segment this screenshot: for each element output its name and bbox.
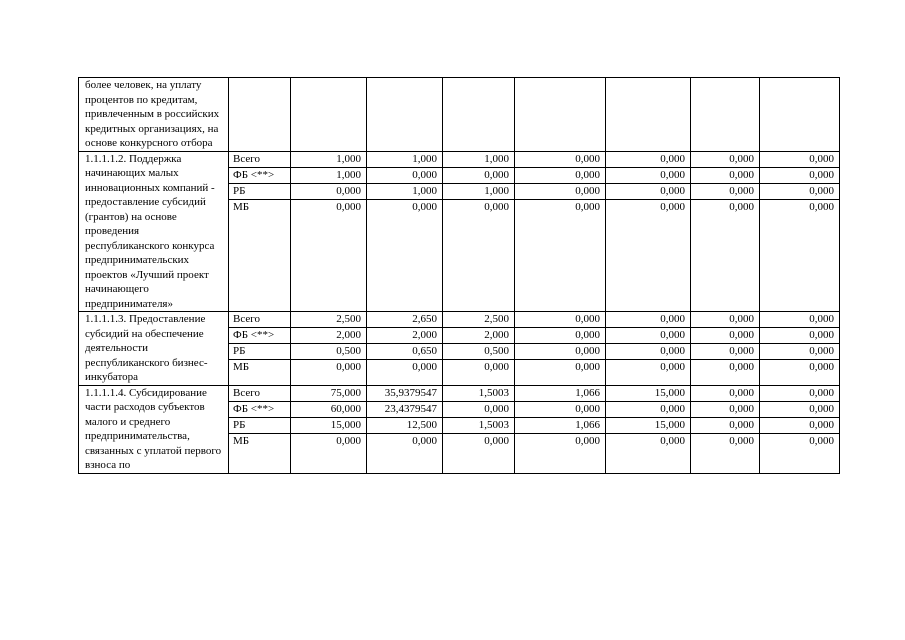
funding-source-cell [229,312,291,386]
value-cell [606,312,691,386]
funding-value: 0,000 [606,402,690,418]
funding-source-label: МБ [233,200,250,213]
funding-source-cell [229,385,291,473]
funding-value: 0,000 [691,312,759,328]
funding-value: 75,000 [291,386,366,402]
measure-description: 1.1.1.1.2. Поддержка начинающих малых инновационных компаний - предоставление субсидий (грантов) на основе проведения республиканского конкурса предпринимательских проектов «Лучший проект начинающего предпринимателя» [79,151,229,312]
funding-value: 0,000 [443,168,514,184]
funding-source-label: ФБ <**> [229,328,290,344]
funding-value: 0,000 [660,434,685,447]
value-cell [760,385,840,473]
funding-value: 1,000 [291,168,366,184]
funding-value: 0,000 [484,200,509,213]
funding-source-label: РБ [229,344,290,360]
value-cell [606,385,691,473]
funding-value: 0,000 [336,200,361,213]
funding-source-label: Всего [229,386,290,402]
funding-value: 0,000 [291,184,366,200]
empty-cell [291,78,367,152]
funding-value: 0,000 [691,344,759,360]
value-cell [606,151,691,312]
empty-cell [229,78,291,152]
funding-value: 15,000 [606,386,690,402]
funding-value: 1,5003 [443,386,514,402]
funding-value: 0,000 [809,434,834,447]
empty-cell [443,78,515,152]
measure-description: более человек, на уплату процентов по кредитам, привлеченным в российских кредитных организациях, на основе конкурсного отбора [79,78,229,152]
empty-cell [760,78,840,152]
funding-value: 0,000 [336,434,361,447]
empty-cell [367,78,443,152]
value-cell [515,385,606,473]
value-cell [760,151,840,312]
measure-description: 1.1.1.1.4. Субсидирование части расходов субъектов малого и среднего предпринимательства, связанных с уплатой первого взноса по [79,385,229,473]
funding-value: 0,000 [606,312,690,328]
value-cell [443,151,515,312]
funding-value: 0,000 [760,402,839,418]
value-cell [291,312,367,386]
funding-source-label: РБ [229,418,290,434]
funding-source-label: РБ [229,184,290,200]
empty-cell [691,78,760,152]
measure-description: 1.1.1.1.3. Предоставление субсидий на обеспечение деятельности республиканского бизнес-инкубатора [79,312,229,386]
funding-value: 0,000 [515,344,605,360]
funding-value: 0,000 [484,361,509,373]
funding-value: 0,000 [760,184,839,200]
funding-value: 0,000 [606,152,690,168]
funding-value: 0,000 [660,200,685,213]
funding-source-label: Всего [229,152,290,168]
table-row [79,312,840,386]
funding-source-label: ФБ <**> [229,168,290,184]
empty-cell [606,78,691,152]
funding-value: 0,000 [515,312,605,328]
funding-value: 1,066 [515,386,605,402]
funding-value: 0,000 [691,152,759,168]
funding-source-label: МБ [233,434,250,447]
funding-value: 15,000 [606,418,690,434]
funding-value: 0,000 [691,328,759,344]
funding-value: 1,000 [443,152,514,168]
funding-value: 0,000 [515,152,605,168]
budget-table [78,77,840,474]
funding-value: 0,000 [606,184,690,200]
funding-value: 0,000 [606,328,690,344]
table-row [79,151,840,312]
funding-value: 0,500 [291,344,366,360]
value-cell [443,312,515,386]
value-cell [367,151,443,312]
funding-value: 0,000 [760,386,839,402]
funding-value: 1,000 [443,184,514,200]
funding-value: 0,000 [484,434,509,447]
funding-value: 0,000 [515,168,605,184]
funding-value: 0,000 [515,328,605,344]
funding-value: 2,000 [291,328,366,344]
funding-value: 0,000 [412,361,437,373]
funding-value: 23,4379547 [367,402,442,418]
value-cell [291,385,367,473]
funding-value: 0,500 [443,344,514,360]
table-body [79,78,840,474]
funding-value: 0,000 [691,402,759,418]
funding-value: 0,000 [691,168,759,184]
funding-value: 0,000 [575,361,600,373]
value-cell [760,312,840,386]
funding-value: 0,000 [809,200,834,213]
funding-value: 0,000 [443,402,514,418]
value-cell [515,151,606,312]
funding-value: 0,000 [606,168,690,184]
funding-value: 0,000 [515,184,605,200]
funding-source-cell [229,151,291,312]
funding-value: 15,000 [291,418,366,434]
funding-value: 0,000 [760,312,839,328]
funding-value: 0,000 [691,418,759,434]
table-row [79,78,840,152]
value-cell [691,312,760,386]
funding-value: 1,000 [367,152,442,168]
funding-value: 0,000 [575,434,600,447]
funding-value: 2,650 [367,312,442,328]
funding-value: 0,000 [575,200,600,213]
funding-value: 0,000 [760,152,839,168]
funding-value: 0,650 [367,344,442,360]
funding-source-label: МБ [233,361,250,373]
value-cell [367,312,443,386]
value-cell [443,385,515,473]
funding-value: 0,000 [760,328,839,344]
funding-value: 0,000 [336,361,361,373]
value-cell [291,151,367,312]
funding-value: 2,500 [291,312,366,328]
funding-value: 0,000 [367,168,442,184]
table-row [79,385,840,473]
funding-value: 2,000 [367,328,442,344]
funding-value: 2,500 [443,312,514,328]
funding-value: 0,000 [809,361,834,373]
value-cell [691,385,760,473]
funding-value: 0,000 [729,361,754,373]
value-cell [691,151,760,312]
funding-source-label: Всего [229,312,290,328]
funding-value: 0,000 [729,434,754,447]
funding-value: 1,000 [367,184,442,200]
funding-value: 0,000 [760,168,839,184]
funding-value: 0,000 [760,418,839,434]
funding-value: 0,000 [729,200,754,213]
funding-value: 1,066 [515,418,605,434]
funding-value: 0,000 [515,402,605,418]
funding-value: 12,500 [367,418,442,434]
value-cell [515,312,606,386]
funding-value: 0,000 [760,344,839,360]
value-cell [367,385,443,473]
funding-value: 0,000 [691,386,759,402]
funding-value: 35,9379547 [367,386,442,402]
funding-source-label: ФБ <**> [229,402,290,418]
funding-value: 0,000 [606,344,690,360]
funding-value: 0,000 [412,200,437,213]
funding-value: 0,000 [660,361,685,373]
funding-value: 0,000 [691,184,759,200]
empty-cell [515,78,606,152]
funding-value: 1,5003 [443,418,514,434]
funding-value: 1,000 [291,152,366,168]
funding-value: 0,000 [412,434,437,447]
funding-value: 2,000 [443,328,514,344]
funding-value: 60,000 [291,402,366,418]
